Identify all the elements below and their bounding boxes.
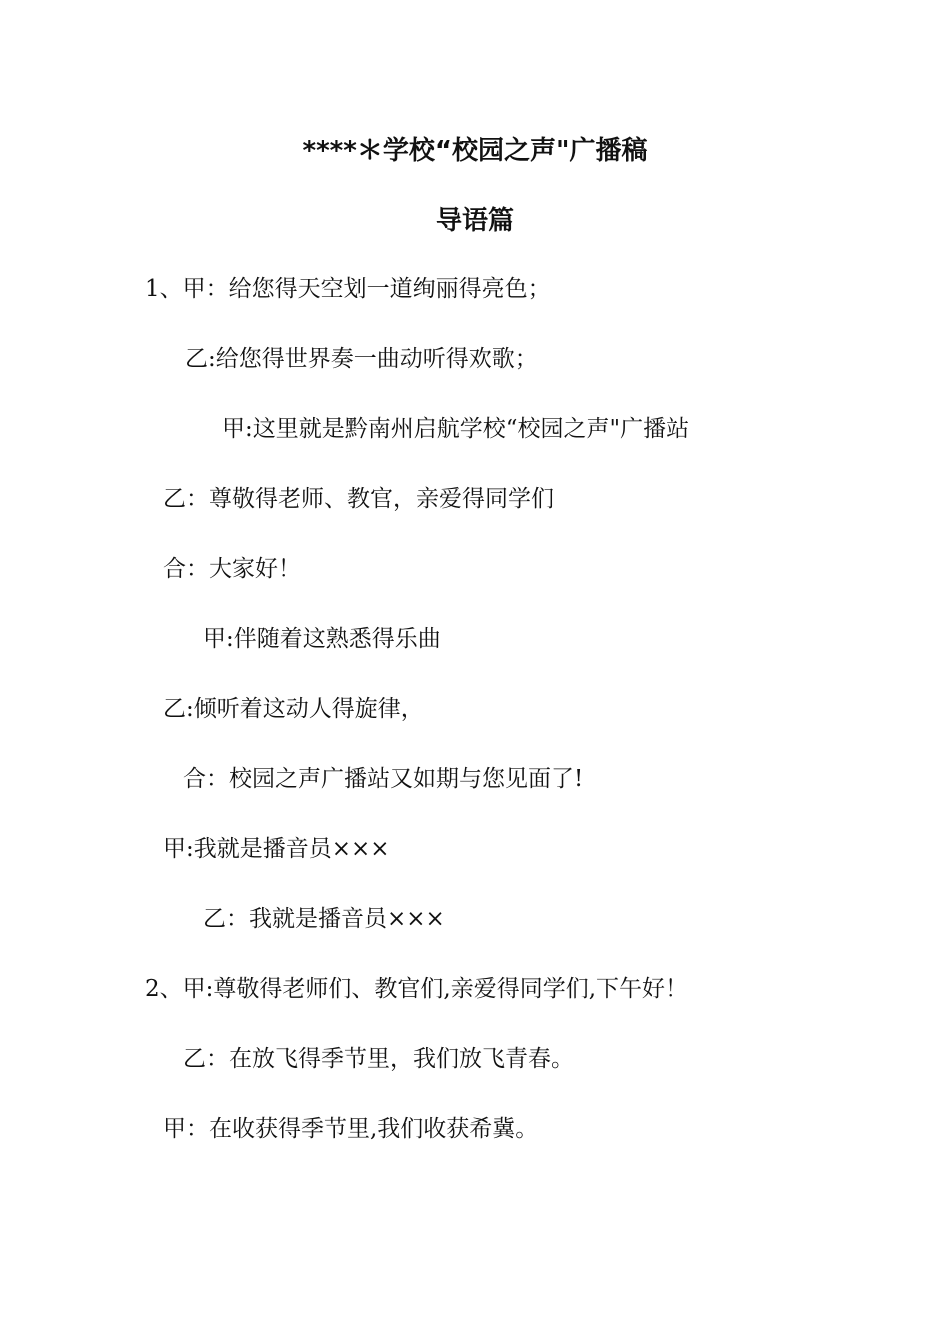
script-line: 1、甲：给您得天空划一道绚丽得亮色； [145, 276, 551, 302]
script-line: 2、甲:尊敬得老师们、教官们,亲爱得同学们,下午好！ [145, 976, 689, 1002]
document-title: ****＊学校“校园之声"广播稿 [302, 136, 648, 166]
script-line: 乙：我就是播音员××× [203, 906, 445, 932]
script-line: 乙：尊敬得老师、教官，亲爱得同学们 [163, 486, 554, 512]
script-line: 合：大家好！ [163, 556, 301, 582]
script-line: 合：校园之声广播站又如期与您见面了! [183, 766, 584, 792]
script-line: 甲:我就是播音员××× [163, 836, 390, 862]
script-line: 乙:给您得世界奏一曲动听得欢歌； [185, 346, 538, 372]
section-heading: 导语篇 [435, 206, 514, 236]
script-line: 甲:这里就是黔南州启航学校“校园之声"广播站 [222, 416, 690, 442]
script-line: 甲：在收获得季节里,我们收获希冀。 [163, 1116, 539, 1142]
script-line: 乙:倾听着这动人得旋律， [163, 696, 424, 722]
script-line: 甲:伴随着这熟悉得乐曲 [203, 626, 441, 652]
script-line: 乙：在放飞得季节里，我们放飞青春。 [183, 1046, 574, 1072]
